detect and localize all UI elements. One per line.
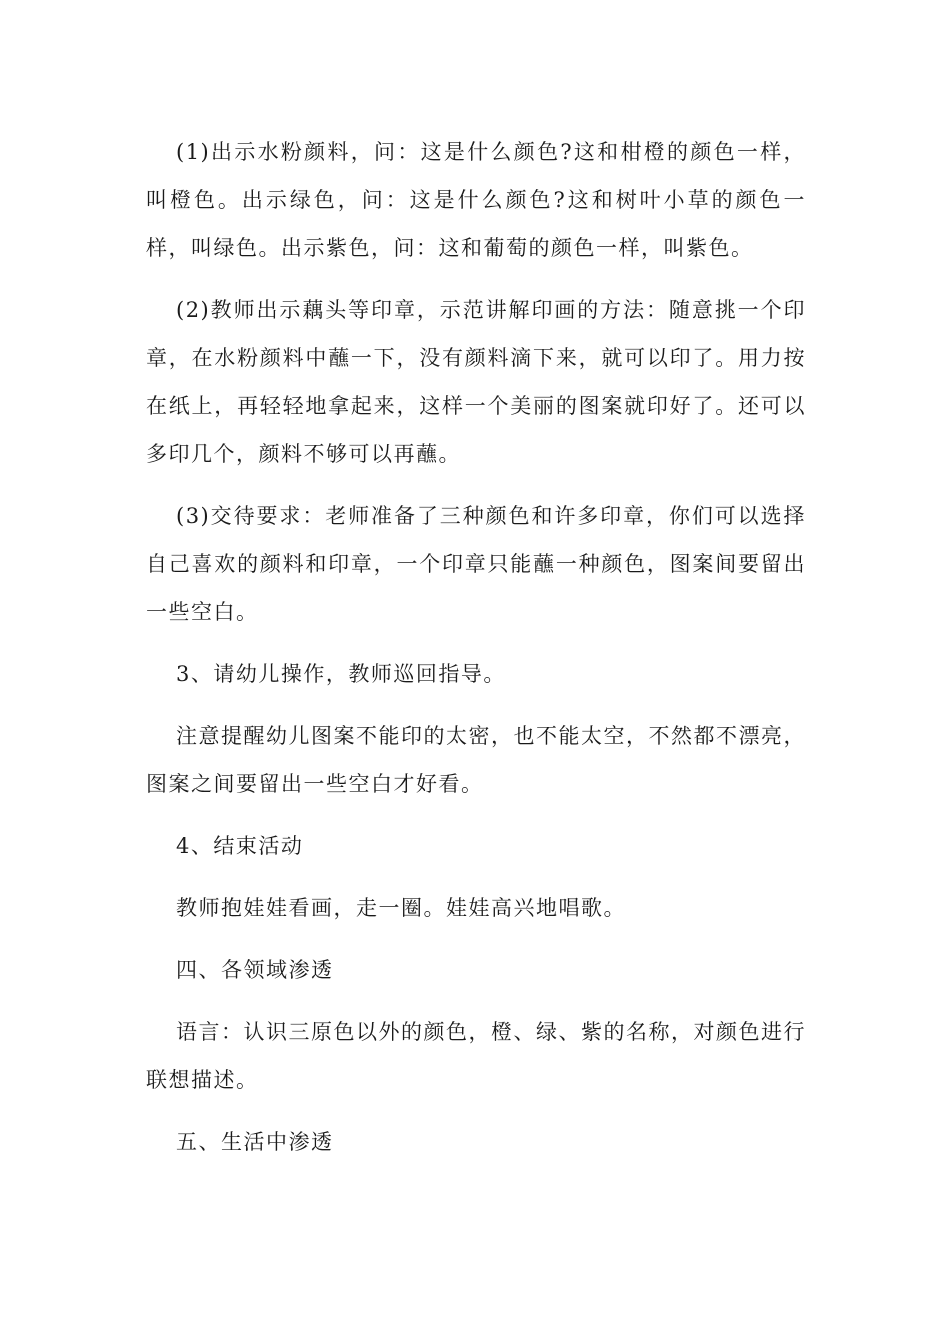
section-heading-4: 4、结束活动 <box>176 834 304 858</box>
document-body <box>146 128 806 1180</box>
paragraph-language: 语言：认识三原色以外的颜色，橙、绿、紫的名称，对颜色进行联想描述。 <box>146 1020 806 1092</box>
section-heading-3: 3、请幼儿操作，教师巡回指导。 <box>176 662 506 686</box>
paragraph-note: 注意提醒幼儿图案不能印的太密，也不能太空，不然都不漂亮，图案之间要留出一些空白才好看。 <box>146 724 806 796</box>
paragraph-ending: 教师抱娃娃看画，走一圈。娃娃高兴地唱歌。 <box>176 896 626 920</box>
section-heading-life: 五、生活中渗透 <box>176 1130 334 1154</box>
paragraph-step-2: (2)教师出示藕头等印章，示范讲解印画的方法：随意挑一个印章，在水粉颜料中蘸一下，没有颜料滴下来，就可以印了。用力按在纸上，再轻轻地拿起来，这样一个美丽的图案就印好了。还可以多印几个，颜料不够可以再蘸。 <box>146 298 806 466</box>
section-heading-domains: 四、各领域渗透 <box>176 958 334 982</box>
paragraph-step-3: (3)交待要求：老师准备了三种颜色和许多印章，你们可以选择自己喜欢的颜料和印章，一个印章只能蘸一种颜色，图案间要留出一些空白。 <box>146 504 806 624</box>
paragraph-step-1: (1)出示水粉颜料，问：这是什么颜色?这和柑橙的颜色一样，叫橙色。出示绿色，问：这是什么颜色?这和树叶小草的颜色一样，叫绿色。出示紫色，问：这和葡萄的颜色一样，叫紫色。 <box>146 140 806 260</box>
